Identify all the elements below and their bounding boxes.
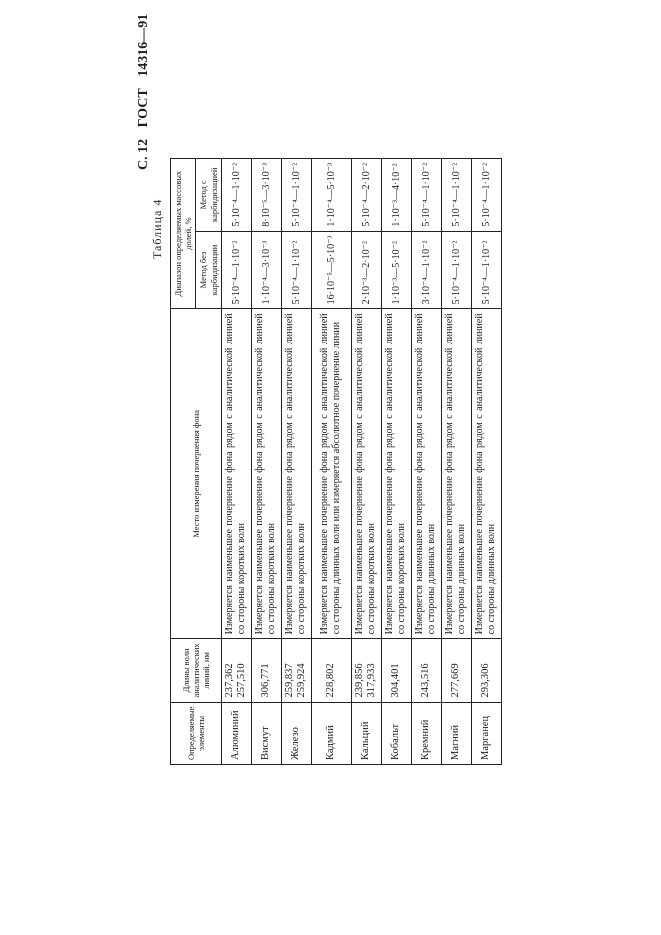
table-row: [251, 158, 281, 764]
header-row: [171, 158, 196, 764]
table-body: [221, 158, 501, 764]
wavelength-cell: [351, 639, 381, 702]
wavelength-value: 317,933: [366, 663, 378, 698]
range-no-carb-cell: 5·10⁻⁴—1·10⁻²: [281, 231, 311, 309]
element-cell: Марганец: [471, 702, 501, 764]
range-carb-cell: 5·10⁻⁴—1·10⁻²: [411, 158, 441, 231]
wavelength-value: 277,669: [450, 663, 462, 698]
standard-label: ГОСТ: [136, 88, 151, 128]
place-cell: Измеряется наименьшее почернение фона рядом с аналитической линией со стороны коротких волн: [281, 309, 311, 639]
place-cell: Измеряется наименьшее почернение фона рядом с аналитической линией со стороны длинных волн: [471, 309, 501, 639]
wavelength-value: 293,306: [480, 663, 492, 698]
range-no-carb-cell: 2·10⁻³—2·10⁻²: [351, 231, 381, 309]
range-no-carb-cell: 1·10⁻³—5·10⁻²: [381, 231, 411, 309]
wavelength-value: 239,856: [354, 663, 366, 698]
element-cell: Железо: [281, 702, 311, 764]
wavelength-cell: [281, 639, 311, 702]
range-no-carb-cell: 16·10⁻⁵—5·10⁻³: [311, 231, 351, 309]
range-carb-cell: 5·10⁻⁴—1·10⁻²: [221, 158, 251, 231]
place-cell: Измеряется наименьшее почернение фона рядом с аналитической линией со стороны коротких волн: [381, 309, 411, 639]
range-no-carb-cell: 5·10⁻⁴—1·10⁻²: [471, 231, 501, 309]
col-header-wavelength: Длины волн аналитических линий, нм: [171, 639, 222, 702]
page-number: С. 12: [136, 138, 151, 170]
place-cell: Измеряется наименьшее почернение фона рядом с аналитической линией со стороны коротких волн: [221, 309, 251, 639]
wavelength-value: 304,401: [390, 663, 402, 698]
range-no-carb-cell: 1·10⁻⁴—3·10⁻³: [251, 231, 281, 309]
element-cell: Кадмий: [311, 702, 351, 764]
wavelength-value: 228,802: [325, 663, 337, 698]
wavelength-cell: [311, 639, 351, 702]
table-row: [381, 158, 411, 764]
table-row: [311, 158, 351, 764]
wavelength-cell: [411, 639, 441, 702]
range-carb-cell: 5·10⁻⁴—1·10⁻²: [281, 158, 311, 231]
wavelength-value: 259,924: [296, 663, 308, 698]
wavelength-cell: [471, 639, 501, 702]
place-cell: Измеряется наименьшее почернение фона рядом с аналитической линией со стороны длинных волн: [441, 309, 471, 639]
wavelength-value: 243,516: [420, 663, 432, 698]
standard-number: 14316—91: [136, 13, 151, 77]
range-no-carb-cell: 3·10⁻⁴—1·10⁻²: [411, 231, 441, 309]
table-row: [411, 158, 441, 764]
table-row: [281, 158, 311, 764]
element-cell: Кальций: [351, 702, 381, 764]
wavelength-cell: [381, 639, 411, 702]
element-cell: Алюминий: [221, 702, 251, 764]
table-caption: Таблица 4: [150, 198, 164, 259]
wavelength-cell: [441, 639, 471, 702]
wavelength-value: 259,837: [284, 663, 296, 698]
col-header-carb: Метод с карбидизацией: [196, 158, 221, 231]
wavelength-cell: [221, 639, 251, 702]
range-no-carb-cell: 5·10⁻⁴—1·10⁻²: [221, 231, 251, 309]
element-cell: Кремний: [411, 702, 441, 764]
range-carb-cell: 1·10⁻⁴—5·10⁻³: [311, 158, 351, 231]
col-header-element: Определяемые элементы: [171, 702, 222, 764]
wavelength-cell: [251, 639, 281, 702]
element-cell: Кобальт: [381, 702, 411, 764]
place-cell: Измеряется наименьшее почернение фона рядом с аналитической линией со стороны коротких волн: [351, 309, 381, 639]
wavelength-value: 257,510: [236, 663, 248, 698]
element-cell: Висмут: [251, 702, 281, 764]
col-header-place: Место измерения почернения фона: [171, 309, 222, 639]
wavelength-value: 306,771: [260, 663, 272, 698]
page-header: [136, 6, 152, 170]
col-header-range-group: Диапазон определяемых массовых долей, %: [171, 158, 196, 308]
element-cell: Магний: [441, 702, 471, 764]
col-header-no-carb: Метод без карбидизации: [196, 231, 221, 309]
table-row: [351, 158, 381, 764]
wavelength-value: 237,362: [224, 663, 236, 698]
table-head: [171, 158, 222, 764]
table-row: [221, 158, 251, 764]
range-no-carb-cell: 5·10⁻⁴—1·10⁻²: [441, 231, 471, 309]
range-carb-cell: 1·10⁻³—4·10⁻²: [381, 158, 411, 231]
place-cell: Измеряется наименьшее почернение фона рядом с аналитической линией со стороны коротких волн: [251, 309, 281, 639]
range-carb-cell: 5·10⁻⁴—2·10⁻²: [351, 158, 381, 231]
range-carb-cell: 5·10⁻⁴—1·10⁻²: [441, 158, 471, 231]
range-carb-cell: 8·10⁻⁵—3·10⁻³: [251, 158, 281, 231]
place-cell: Измеряется наименьшее почернение фона рядом с аналитической линией со стороны длинных волн: [411, 309, 441, 639]
data-table: [170, 158, 502, 765]
place-cell: Измеряется наименьшее почернение фона рядом с аналитической линией со стороны длинных волн или измеряется абсолютное почернение линии: [311, 309, 351, 639]
table-row: [441, 158, 471, 764]
range-carb-cell: 5·10⁻⁴—1·10⁻²: [471, 158, 501, 231]
table-row: [471, 158, 501, 764]
